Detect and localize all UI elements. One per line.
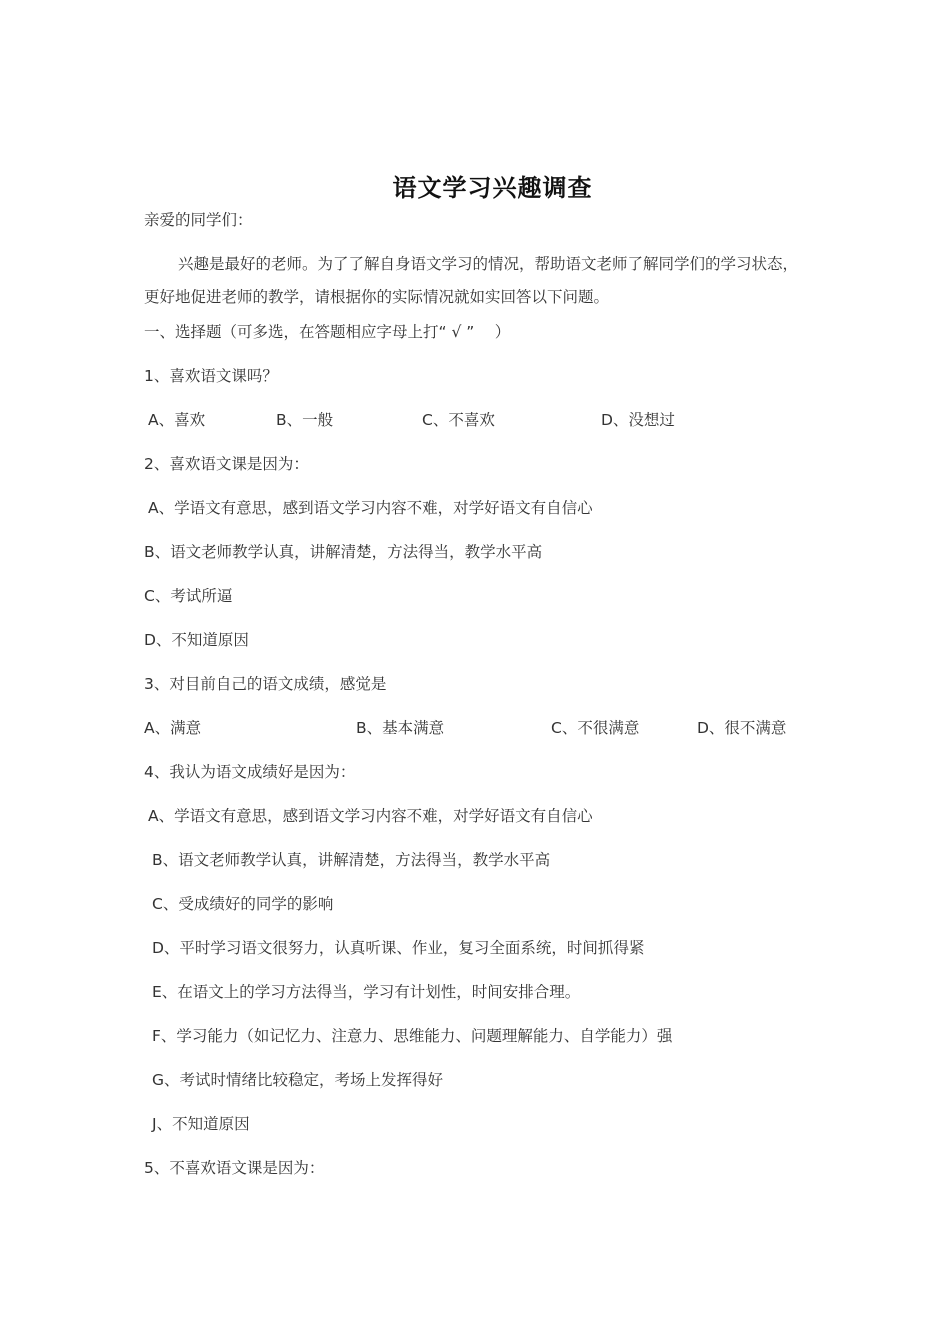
q4-option-d[interactable]: D、平时学习语文很努力，认真听课、作业，复习全面系统，时间抓得紧 <box>152 939 645 957</box>
q4-option-c[interactable]: C、受成绩好的同学的影响 <box>152 895 334 913</box>
q4-option-j[interactable]: J、不知道原因 <box>152 1115 250 1133</box>
q4-option-e[interactable]: E、在语文上的学习方法得当，学习有计划性，时间安排合理。 <box>152 983 581 1001</box>
question-2: 2、喜欢语文课是因为： <box>144 455 309 473</box>
greeting: 亲爱的同学们： <box>144 211 253 229</box>
q1-option-a[interactable]: A、喜欢 <box>148 411 206 429</box>
q2-option-a[interactable]: A、学语文有意思，感到语文学习内容不难，对学好语文有自信心 <box>148 499 593 517</box>
question-1: 1、喜欢语文课吗？ <box>144 367 278 385</box>
page-title: 语文学习兴趣调查 <box>392 174 593 202</box>
q4-option-g[interactable]: G、考试时情绪比较稳定，考场上发挥得好 <box>152 1071 444 1089</box>
q2-option-d[interactable]: D、不知道原因 <box>144 631 249 649</box>
q2-option-b[interactable]: B、语文老师教学认真，讲解清楚，方法得当，教学水平高 <box>144 543 543 561</box>
q4-option-f[interactable]: F、学习能力（如记忆力、注意力、思维能力、问题理解能力、自学能力）强 <box>152 1027 673 1045</box>
q3-option-c[interactable]: C、不很满意 <box>551 719 640 737</box>
q3-option-b[interactable]: B、基本满意 <box>356 719 445 737</box>
q4-option-b[interactable]: B、语文老师教学认真，讲解清楚，方法得当，教学水平高 <box>152 851 551 869</box>
q1-option-c[interactable]: C、不喜欢 <box>422 411 495 429</box>
q2-option-c[interactable]: C、考试所逼 <box>144 587 233 605</box>
question-5: 5、不喜欢语文课是因为： <box>144 1159 325 1177</box>
question-3: 3、对目前自己的语文成绩，感觉是 <box>144 675 387 693</box>
q3-option-d[interactable]: D、很不满意 <box>697 719 787 737</box>
intro-paragraph: 兴趣是最好的老师。为了了解自身语文学习的情况，帮助语文老师了解同学们的学习状态，更好地促进老师的教学，请根据你的实际情况就如实回答以下问题。 <box>144 255 799 306</box>
q1-option-d[interactable]: D、没想过 <box>601 411 675 429</box>
q1-option-b[interactable]: B、一般 <box>276 411 334 429</box>
section-heading: 一、选择题（可多选，在答题相应字母上打“ √ ” ） <box>144 323 511 341</box>
question-4: 4、我认为语文成绩好是因为： <box>144 763 356 781</box>
q3-option-a[interactable]: A、满意 <box>144 719 202 737</box>
q4-option-a[interactable]: A、学语文有意思，感到语文学习内容不难，对学好语文有自信心 <box>148 807 593 825</box>
